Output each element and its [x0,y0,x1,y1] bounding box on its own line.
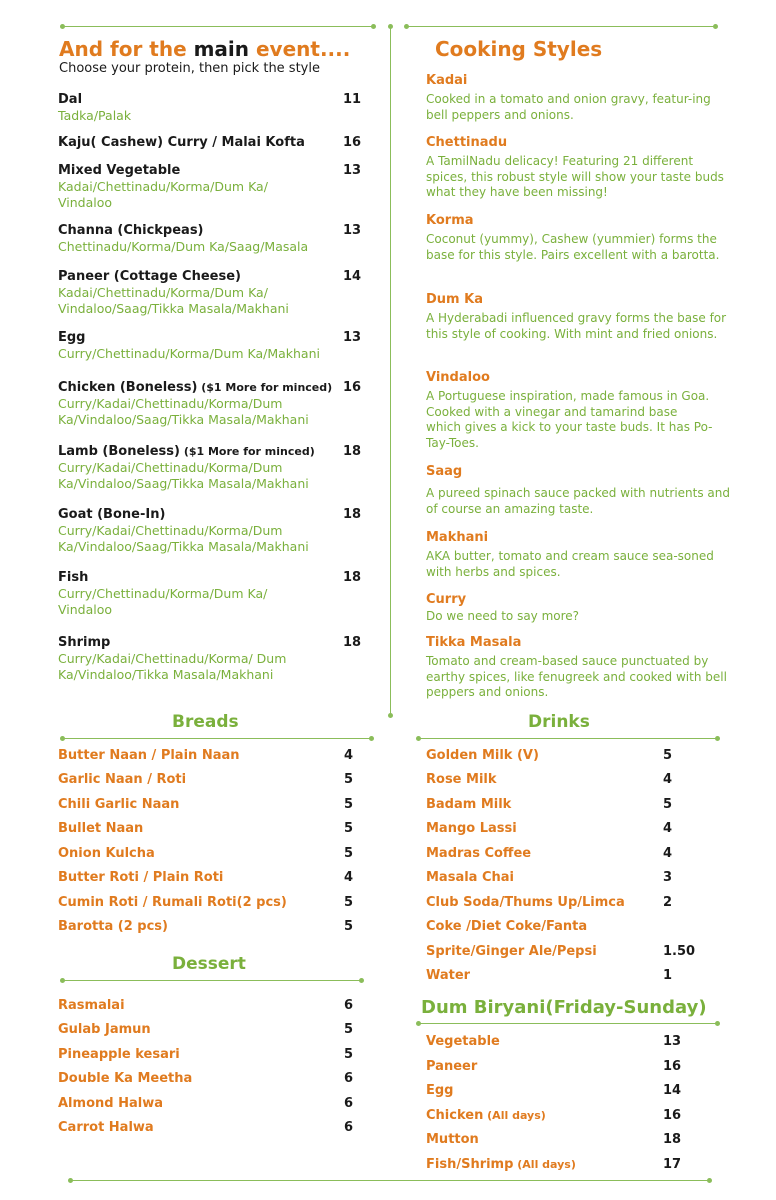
protein-note: ($1 More for minced) [179,445,315,458]
bread-name: Barotta (2 pcs) [58,919,168,934]
cooking-styles-title: Cooking Styles [435,37,603,61]
protein-styles: Chettinadu/Korma/Dum Ka/Saag/Masala [58,239,309,254]
bread-item [58,797,179,812]
bread-price: 4 [344,870,354,885]
protein-item [58,444,362,491]
drink-name: Coke /Diet Coke/Fanta [426,919,588,934]
style-desc: A TamilNadu delicacy! Featuring 21 different spices, this robust style will show your taste buds what they have been missing! [426,154,724,199]
bread-price: 5 [344,846,354,861]
style-name: Curry [426,592,467,607]
style-desc: Cooked in a tomato and onion gravy, featur-ing bell peppers and onions. [426,92,711,122]
protein-name: Lamb (Boneless) [58,444,180,459]
bread-price: 5 [344,919,354,934]
biryani-price: 18 [663,1132,682,1147]
bread-name: Butter Roti / Plain Roti [58,870,224,885]
dessert-item [58,1096,163,1111]
style-name: Dum Ka [426,292,483,307]
dessert-price: 6 [344,1071,354,1086]
dessert-name: Gulab Jamun [58,1022,151,1037]
style-desc: Tomato and cream-based sauce punctuated by earthy spices, like fenugreek and cooked with bell peppers and onions. [426,654,727,699]
title-part2: event.... [249,37,351,61]
breads-title: Breads [172,712,239,732]
center-vertical-divider [390,26,391,716]
protein-name: Kaju( Cashew) Curry / Malai Kofta [58,135,305,150]
bread-item [58,772,186,787]
protein-styles: Curry/Chettinadu/Korma/Dum Ka/Makhani [58,346,320,361]
bread-name: Chili Garlic Naan [58,797,180,812]
biryani-item [426,1059,477,1074]
style-item [426,370,746,451]
drink-price: 5 [663,748,673,763]
style-item [426,530,746,580]
drink-name: Madras Coffee [426,846,532,861]
drink-price: 4 [663,772,673,787]
style-name: Kadai [426,73,468,88]
style-desc: A Hyderabadi influenced gravy forms the base for this style of cooking. With mint and fried onions. [426,311,727,341]
style-name: Makhani [426,530,489,545]
top-left-divider [62,26,374,27]
drink-name: Masala Chai [426,870,514,885]
drink-name: Rose Milk [426,772,497,787]
style-item [426,592,746,625]
protein-item [58,635,362,682]
protein-name: Chicken (Boneless) [58,380,198,395]
protein-styles: Kadai/Chettinadu/Korma/Dum Ka/ Vindaloo/Saag/Tikka Masala/Makhani [58,285,289,316]
dessert-name: Double Ka Meetha [58,1071,193,1086]
protein-item [58,135,362,151]
protein-item [58,380,362,427]
drink-item [426,968,470,983]
drink-name: Water [426,968,471,983]
biryani-name: Vegetable [426,1034,500,1049]
protein-price: 14 [343,269,362,284]
dessert-name: Carrot Halwa [58,1120,154,1135]
dessert-item [58,998,125,1013]
drink-name: Golden Milk (V) [426,748,539,763]
protein-styles: Curry/Kadai/Chettinadu/Korma/ Dum Ka/Vindaloo/Tikka Masala/Makhani [58,651,287,682]
protein-name: Egg [58,330,86,345]
drink-price: 2 [663,895,673,910]
protein-styles: Curry/Kadai/Chettinadu/Korma/Dum Ka/Vindaloo/Saag/Tikka Masala/Makhani [58,523,309,554]
main-event-subtitle: Choose your protein, then pick the style [59,61,320,76]
bread-item [58,919,168,934]
bread-item [58,870,223,885]
drink-name: Sprite/Ginger Ale/Pepsi [426,944,597,959]
biryani-item [426,1034,500,1049]
drink-item [426,919,587,934]
top-right-divider [406,26,716,27]
bread-price: 5 [344,821,354,836]
protein-price: 18 [343,570,362,585]
biryani-name: Egg [426,1083,454,1098]
dessert-price: 6 [344,998,354,1013]
style-name: Saag [426,464,463,479]
dessert-item [58,1071,192,1086]
drink-item [426,797,511,812]
protein-item [58,92,362,124]
drink-name: Mango Lassi [426,821,517,836]
style-desc: Do we need to say more? [426,609,580,623]
protein-item [58,223,362,255]
drinks-title: Drinks [528,712,590,732]
title-part1: And for the [59,37,194,61]
style-item [426,635,746,701]
protein-styles: Tadka/Palak [58,108,132,123]
protein-note: ($1 More for minced) [197,381,333,394]
drink-price: 1.50 [663,944,696,959]
protein-item [58,163,362,210]
protein-price: 16 [343,135,362,150]
dessert-price: 5 [344,1022,354,1037]
bread-item [58,846,155,861]
biryani-title: Dum Biryani(Friday-Sunday) [421,997,707,1018]
drink-item [426,821,517,836]
bread-price: 5 [344,772,354,787]
biryani-divider [418,1023,718,1024]
style-desc: AKA butter, tomato and cream sauce sea-soned with herbs and spices. [426,549,714,579]
biryani-note: (All days) [483,1109,546,1122]
drink-item [426,895,625,910]
dessert-price: 5 [344,1047,354,1062]
biryani-name: Paneer [426,1059,478,1074]
protein-styles: Kadai/Chettinadu/Korma/Dum Ka/ Vindaloo [58,179,268,210]
biryani-name: Fish/Shrimp [426,1157,514,1172]
drink-item [426,772,497,787]
style-item [426,292,746,342]
main-event-title [59,37,350,61]
bread-price: 5 [344,895,354,910]
drink-price: 4 [663,846,673,861]
bread-name: Garlic Naan / Roti [58,772,187,787]
bottom-divider [70,1180,710,1181]
biryani-name: Chicken [426,1108,484,1123]
protein-name: Channa (Chickpeas) [58,223,204,238]
protein-styles: Curry/Kadai/Chettinadu/Korma/Dum Ka/Vindaloo/Saag/Tikka Masala/Makhani [58,460,309,491]
style-name: Vindaloo [426,370,490,385]
drink-item [426,748,539,763]
style-item [426,135,746,201]
dessert-name: Rasmalai [58,998,125,1013]
biryani-price: 16 [663,1108,682,1123]
bread-item [58,895,287,910]
drink-price: 3 [663,870,673,885]
biryani-item [426,1132,479,1147]
protein-name: Shrimp [58,635,111,650]
dessert-price: 6 [344,1096,354,1111]
protein-price: 18 [343,444,362,459]
dessert-item [58,1047,180,1062]
bread-price: 5 [344,797,354,812]
protein-price: 13 [343,163,362,178]
dessert-item [58,1022,151,1037]
drink-price: 4 [663,821,673,836]
bread-price: 4 [344,748,354,763]
protein-name: Goat (Bone-In) [58,507,166,522]
drink-item [426,846,531,861]
bread-item [58,821,143,836]
bread-name: Cumin Roti / Rumali Roti(2 pcs) [58,895,287,910]
drink-price: 5 [663,797,673,812]
style-item [426,464,746,517]
style-name: Tikka Masala [426,635,522,650]
bread-item [58,748,240,763]
drink-item [426,944,597,959]
protein-price: 18 [343,635,362,650]
dessert-name: Almond Halwa [58,1096,163,1111]
protein-price: 13 [343,223,362,238]
biryani-item [426,1108,546,1123]
drink-item [426,870,514,885]
bread-name: Onion Kulcha [58,846,155,861]
protein-price: 18 [343,507,362,522]
style-item [426,213,746,263]
style-desc: A pureed spinach sauce packed with nutrients and of course an amazing taste. [426,486,730,516]
drink-name: Club Soda/Thums Up/Limca [426,895,625,910]
biryani-price: 14 [663,1083,682,1098]
biryani-item [426,1157,576,1172]
breads-divider [62,738,372,739]
protein-styles: Curry/Chettinadu/Korma/Dum Ka/ Vindaloo [58,586,268,617]
protein-item [58,570,362,617]
protein-name: Mixed Vegetable [58,163,181,178]
style-name: Chettinadu [426,135,508,150]
dessert-price: 6 [344,1120,354,1135]
protein-item [58,330,362,362]
biryani-note: (All days) [513,1158,576,1171]
protein-item [58,269,362,316]
protein-item [58,507,362,554]
protein-styles: Curry/Kadai/Chettinadu/Korma/Dum Ka/Vindaloo/Saag/Tikka Masala/Makhani [58,396,309,427]
protein-name: Paneer (Cottage Cheese) [58,269,241,284]
biryani-price: 13 [663,1034,682,1049]
dessert-item [58,1120,154,1135]
dessert-title: Dessert [172,954,246,974]
protein-price: 13 [343,330,362,345]
style-item [426,73,746,123]
drink-price: 1 [663,968,673,983]
protein-name: Fish [58,570,89,585]
drinks-divider [418,738,718,739]
protein-name: Dal [58,92,83,107]
bread-name: Butter Naan / Plain Naan [58,748,240,763]
title-emphasis: main [193,37,250,61]
dessert-name: Pineapple kesari [58,1047,180,1062]
biryani-item [426,1083,454,1098]
bread-name: Bullet Naan [58,821,144,836]
style-desc: A Portuguese inspiration, made famous in Goa. Cooked with a vinegar and tamarind base which gives a kick to your taste buds. It has Po-Tay-Toes. [426,389,713,450]
style-desc: Coconut (yummy), Cashew (yummier) forms the base for this style. Pairs excellent with a barotta. [426,232,720,262]
protein-price: 16 [343,380,362,395]
style-name: Korma [426,213,474,228]
dessert-divider [62,980,362,981]
biryani-name: Mutton [426,1132,479,1147]
drink-name: Badam Milk [426,797,512,812]
biryani-price: 16 [663,1059,682,1074]
protein-price: 11 [343,92,362,107]
biryani-price: 17 [663,1157,682,1172]
